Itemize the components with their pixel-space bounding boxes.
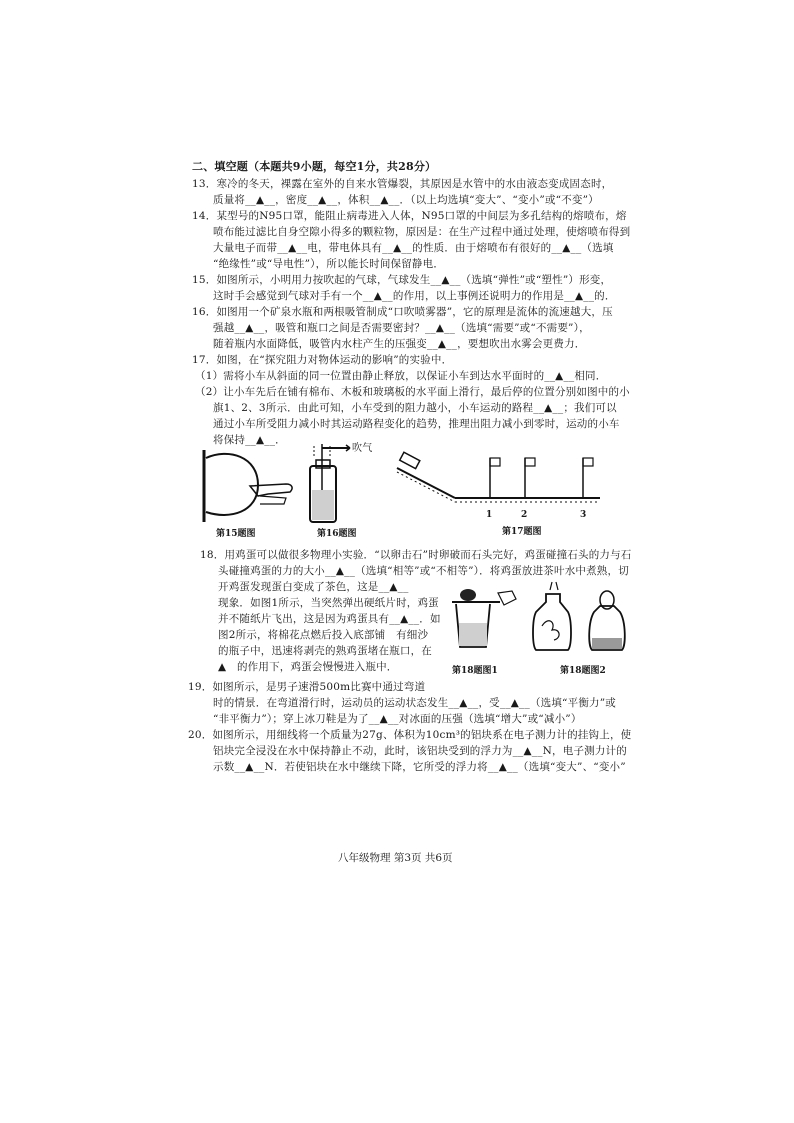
q19-line1: 19．如图所示，是男子速滑500m比赛中通过弯道: [188, 681, 426, 693]
q19-line2: 时的情景．在弯道滑行时，运动员的运动状态发生__▲__，受__▲__（选填“平衡力”或: [213, 697, 616, 709]
flag-3: [583, 458, 593, 466]
fig18-1-egg-card-diagram: [450, 585, 525, 655]
cart-body: [400, 452, 420, 468]
q17-line3: （2）让小车先后在铺有棉布、木板和玻璃板的水平面上滑行，最后停的位置分别如图中的小: [195, 386, 630, 398]
q20-line2: 铝块完全浸没在水中保持静止不动，此时，该铝块受到的浮力为__▲__N，电子测力计的: [213, 745, 627, 757]
q16-line3: 随着瓶内水面降低，吸管内水柱产生的压强变__▲__，要想吹出水雾会更费力．: [213, 338, 586, 350]
q19-line3: “非平衡力”）；穿上冰刀鞋是为了__▲__对冰面的压强（选填“增大”或“减小”）: [213, 713, 582, 725]
q17-line2: （1）需将小车从斜面的同一位置由静止释放，以保证小车到达水平面时的__▲__相同．: [195, 370, 607, 382]
incline-surface: [397, 468, 455, 498]
q18-line4: 现象．如图1所示，当突然弹出硬纸片时，鸡蛋: [218, 597, 439, 609]
q14-line3: 大量电子而带__▲__电，带电体具有__▲__的性质．由于熔喷布有很好的__▲__（选填: [213, 242, 614, 254]
q18-line1: 18．用鸡蛋可以做很多物理小实验．“以卵击石”时卵破而石头完好，鸡蛋碰撞石头的力与石: [200, 549, 632, 561]
fig18-1-caption: 第18题图1: [452, 666, 498, 676]
q15-line1: 15．如图所示，小明用力按吹起的气球，气球发生__▲__（选填“弹性”或“塑性”）形变，: [192, 274, 612, 286]
q14-line2: 喷布能过滤比自身空隙小得多的颗粒物，原因是：在生产过程中通过处理，使熔喷布得到: [213, 226, 631, 238]
fig15-caption: 第15题图: [216, 529, 256, 539]
q15-line2: 这时手会感觉到气球对手有一个__▲__的作用，以上事例还说明力的作用是__▲__的．: [213, 290, 616, 302]
flag-label-3: 3: [580, 510, 587, 520]
q13-line2: 质量将__▲__，密度__▲__，体积__▲__．（以上均选填“变大”、“变小”或“不变”）: [213, 194, 599, 206]
page-footer: 八年级物理 第3页 共6页: [338, 852, 453, 864]
fig16-caption: 第16题图: [317, 529, 357, 539]
hand-fingers: [260, 496, 286, 504]
q18-line5: 并不随纸片飞出，这是因为鸡蛋具有__▲__．如: [218, 613, 441, 625]
fig18-2-egg-bottle-diagram: [528, 580, 628, 655]
q17-line1: 17．如图，在“探究阻力对物体运动的影响”的实验中．: [192, 354, 453, 366]
balloon-outline: [206, 454, 258, 515]
q18-line2: 头碰撞鸡蛋的力的大小__▲__（选填“相等”或“不相等”）．将鸡蛋放进茶叶水中煮熟，切: [218, 565, 629, 577]
q17-line4: 旗1、2、3所示．由此可知，小车受到的阻力越小，小车运动的路程__▲__；我们可以: [213, 402, 617, 414]
flag-2: [525, 458, 535, 466]
flag-label-1: 1: [486, 510, 493, 520]
fig17-caption: 第17题图: [502, 527, 542, 537]
q18-line7: 的瓶子中，迅速将剥壳的熟鸡蛋堵在瓶口，在: [218, 645, 432, 657]
q18-line8: ▲ 的作用下，鸡蛋会慢慢进入瓶中．: [218, 661, 398, 673]
q14-line4: “绝缘性”或“导电性”），所以能长时间保留静电．: [213, 258, 445, 270]
q20-line3: 示数__▲__N．若使铝块在水中继续下降，它所受的浮力将__▲__（选填“变大”、“变小”: [213, 761, 626, 773]
q17-line5: 通过小车所受阻力减小时其运动路程变化的趋势，推理出阻力减小到零时，运动的小车: [213, 418, 620, 430]
q16-line1: 16．如图用一个矿泉水瓶和两根吸管制成“口吹喷雾器”，它的原理是流体的流速越大，压: [192, 306, 613, 318]
burning-cotton: [542, 621, 559, 640]
q13-line1: 13．寒冷的冬天，裸露在室外的自来水管爆裂，其原因是水管中的水由液态变成固态时，: [192, 178, 613, 190]
bottle-water: [312, 490, 334, 520]
drop-arrow: [550, 582, 558, 590]
section-heading: 二、填空题（本题共9小题，每空1分，共28分）: [192, 160, 437, 173]
q18-line3: 开鸡蛋发现蛋白变成了茶色，这是__▲__: [218, 581, 409, 593]
q17-line6: 将保持__▲__．: [213, 434, 286, 446]
fig15-balloon-diagram: [198, 450, 298, 525]
q16-line2: 强越__▲__，吸管和瓶口之间是否需要密封？__▲__（选填“需要”或“不需要”），: [213, 322, 590, 334]
q14-line1: 14．某型号的N95口罩，能阻止病毒进入人体，N95口罩的中间层为多孔结构的熔喷布，熔: [192, 210, 627, 222]
incline-hatch: [397, 472, 455, 502]
fig17-incline-diagram: [395, 450, 605, 525]
hand-outline: [250, 484, 292, 496]
glass-water: [459, 623, 487, 646]
flag-1: [490, 458, 500, 466]
flicking-hand: [498, 591, 516, 605]
q20-line1: 20．如图所示，用细线将一个质量为27g、体积为10cm³的铝块系在电子测力计的挂钩上，使: [188, 729, 632, 741]
flag-label-2: 2: [521, 510, 528, 520]
sand-layer: [592, 638, 622, 649]
egg: [460, 589, 476, 601]
fig18-2-caption: 第18题图2: [560, 666, 606, 676]
q18-line6: 图2所示，将棉花点燃后投入底部铺 有细沙: [218, 629, 429, 641]
fig16-sprayer-diagram: [310, 440, 390, 525]
blow-label: 吹气: [352, 443, 373, 454]
